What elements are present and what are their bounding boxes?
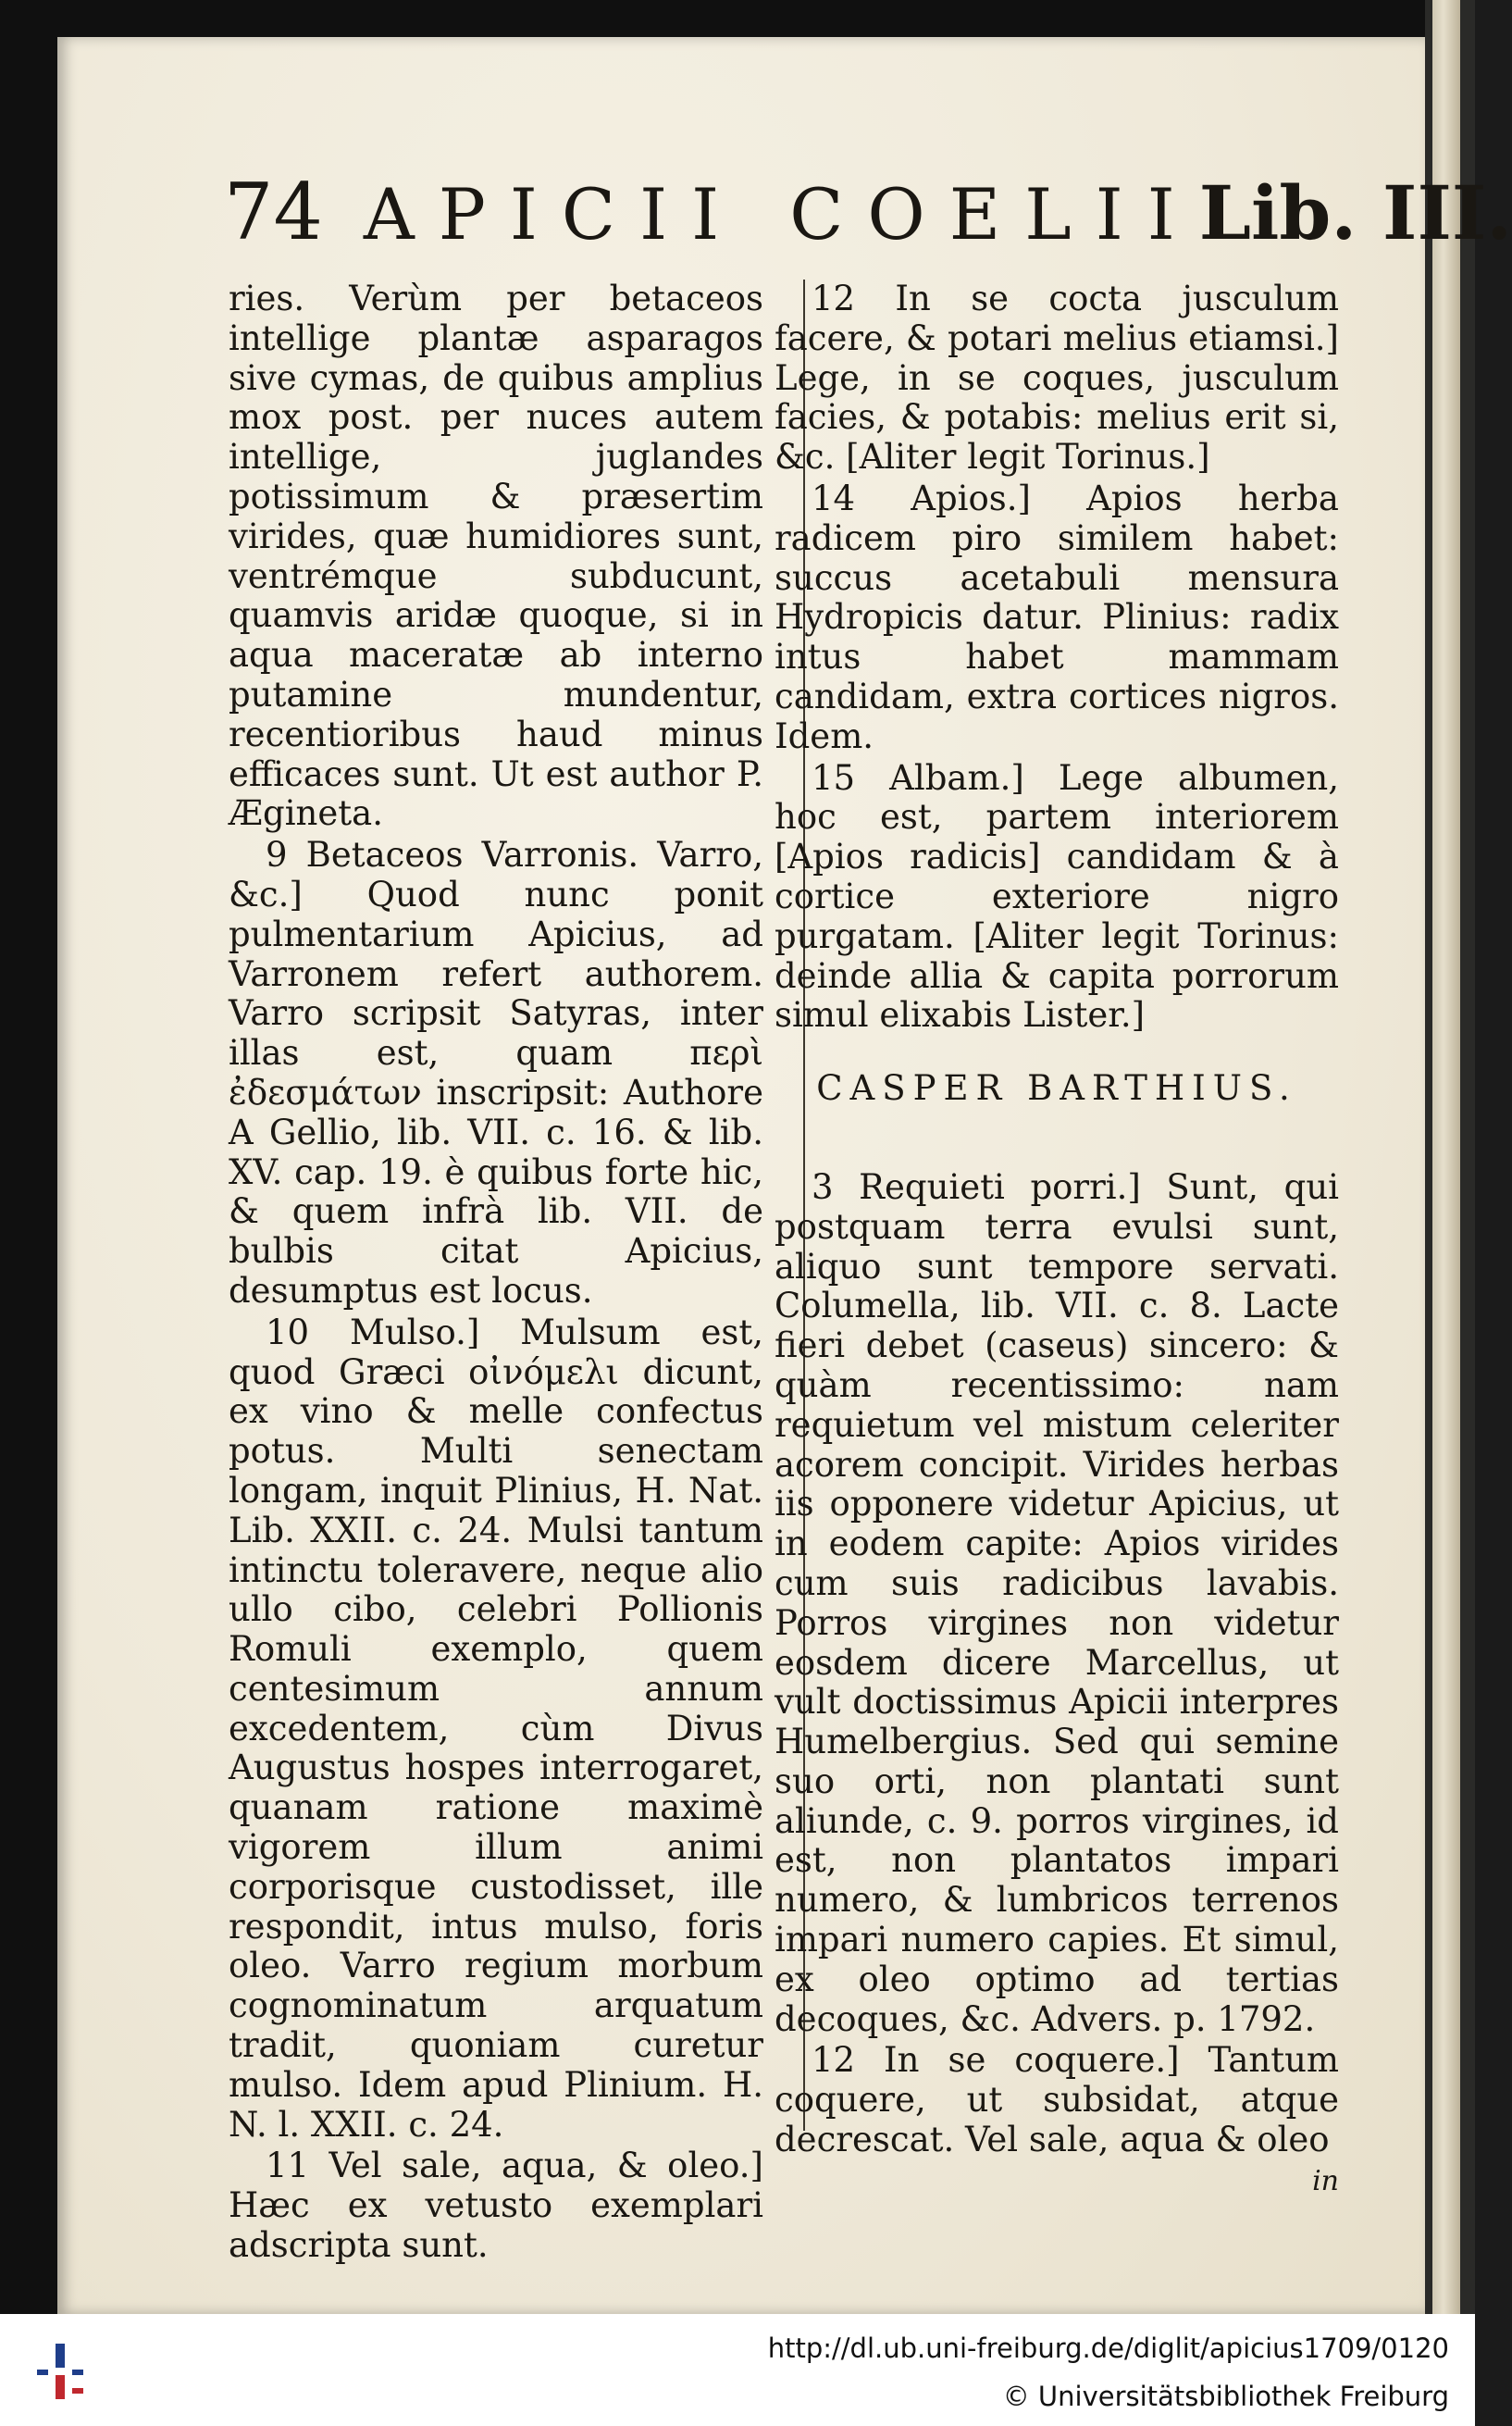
scan-border-top [0,0,1475,37]
catchword: in [1312,2164,1339,2197]
barthius-note-12: 12 In se coquere.] Tantum coquere, ut subsidat, atque decrescat. Vel sale, aqua & oleo [775,2040,1339,2160]
note-11: 11 Vel sale, aqua, & oleo.] Hæc ex vetusto exemplari adscripta sunt. [229,2146,763,2266]
scan-border-right [1425,0,1475,2333]
copyright-text: © Universitätsbibliothek Freiburg [1002,2381,1449,2412]
section-heading: CASPER BARTHIUS. [816,1068,1297,1109]
paragraph: ries. Verùm per betaceos intellige plantæ asparagos sive cymas, de quibus amplius mox post. per nuces autem intellige, juglandes potissimum & præsertim virides, quæ humidiores sunt, ventrémque subducunt, quamvis aridæ quoque, si in aqua maceratæ ab interno putamine mundentur, recentioribus haud minus efficaces sunt. Ut est author P. Ægineta. [229,279,763,834]
note-9: 9 Betaceos Varronis. Varro, &c.] Quod nunc ponit pulmentarium Apicius, ad Varronem refert authorem. Varro scripsit Satyras, inter illas est, quam περὶ ἐδεσμάτων inscripsit: Authore A Gellio, lib. VII. c. 16. & lib. XV. cap. 19. è quibus forte hic, & quem infrà lib. VII. de bulbis citat Apicius, desumptus est locus. [229,835,763,1311]
note-10: 10 Mulso.] Mulsum est, quod Græci οἰνόμελι dicunt, ex vino & melle confectus potus. Multi senectam longam, inquit Plinius, H. Nat. Lib. XXII. c. 24. Mulsi tantum intinctu toleravere, neque alio ullo cibo, celebri Pollionis Romuli exemplo, quem centesimum annum excedentem, cùm Divus Augustus hospes interrogaret, quanam ratione maximè vigorem illum animi corporisque custodisset, ille respondit, intus mulso, foris oleo. Varro regium morbum cognominatum arquatum tradit, quoniam curetur mulso. Idem apud Plinium. H. N. l. XXII. c. 24. [229,1312,763,2145]
note-15: 15 Albam.] Lege albumen, hoc est, partem interiorem [Apios radicis] candidam & à cortice exteriore nigro purgatam. [Aliter legit Torinus: deinde allia & capita porrorum simul elixabis Lister.] [775,757,1339,1036]
running-header [224,167,1512,278]
note-12: 12 In se cocta jusculum facere, & potari melius etiamsi.] Lege, in se coques, jusculum facies, & potabis: melius erit si, &c. [Aliter legit Torinus.] [775,279,1339,478]
viewer-footer [0,2314,1475,2426]
left-column [229,280,763,2268]
library-logo-icon [28,2334,102,2408]
next-page-edge [1432,0,1460,2333]
barthius-note-3: 3 Requieti porri.] Sunt, qui postquam terra evulsi sunt, aliquo sunt tempore servati. Columella, lib. VII. c. 8. Lacte fieri debet (caseus) sincero: & quàm recentissimo: nam requietum vel mistum celeriter acorem concipit. Virides herbas iis opponere videtur Apicius, ut in eodem capite: Apios virides cum suis radicibus lavabis. Porros virgines non videtur eosdem dicere Marcellus, ut vult doctissimus Apicii interpres Humelbergius. Sed qui semine suo orti, non plantati sunt aliunde, c. 9. porros virgines, id est, non plantatos impari numero, & lumbricos terrenos impari numero capies. Et simul, ex oleo optimo ad tertias decoques, &c. Advers. p. 1792. [775,1166,1339,2039]
source-url-link[interactable]: http://dl.ub.uni-freiburg.de/diglit/apicius1709/0120 [767,2333,1449,2364]
book-page [57,37,1512,2314]
scan-border-left [0,0,57,2333]
page-number: 74 [224,167,323,257]
running-title: APICII COELII [363,173,1199,255]
note-14: 14 Apios.] Apios herba radicem piro similem habet: succus acetabuli mensura Hydropicis datur. Plinius: radix intus habet mammam candidam, extra cortices nigros. Idem. [775,478,1339,756]
book-number: Lib. III. [1198,169,1512,256]
right-column [775,280,1339,2202]
